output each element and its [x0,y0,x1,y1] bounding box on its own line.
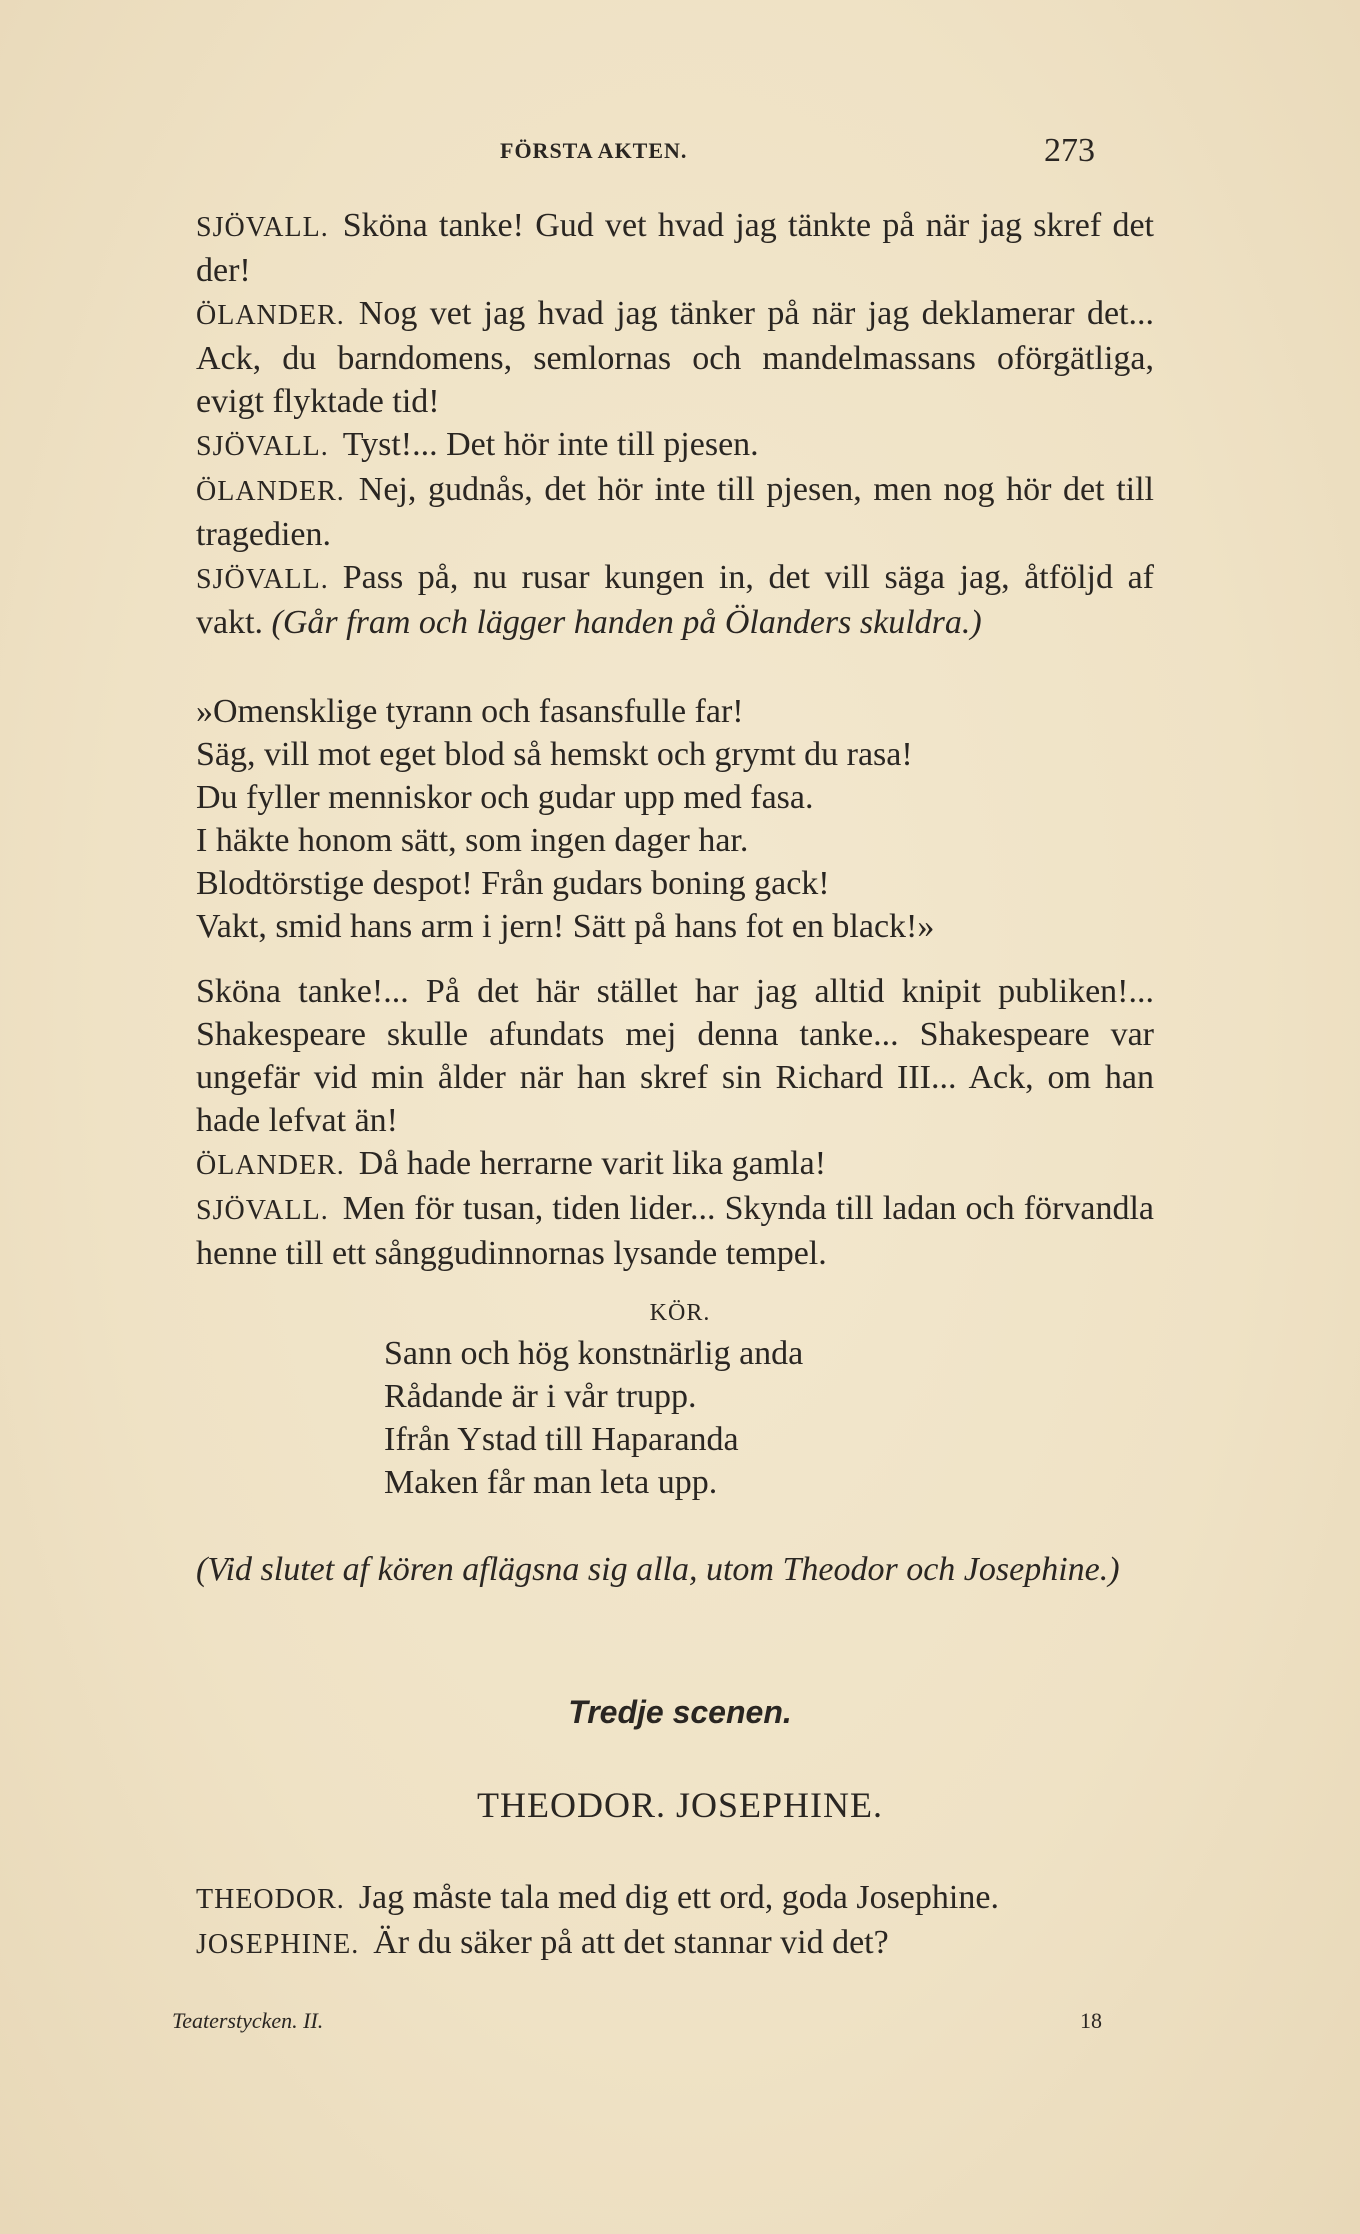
dialogue-text: Sköna tanke! Gud vet hvad jag tänkte på när jag skref det der! [196,207,1154,289]
signature-mark: Teaterstycken. II. [172,2008,324,2033]
stage-direction: (Vid slutet af kören aflägsna sig alla, utom Theodor och Josephine.) [196,1551,1120,1588]
running-head [0,132,1360,172]
speaker-name: SJÖVALL. [196,431,329,462]
verse-line: Du fyller menniskor och gudar upp med fasa. [196,779,814,816]
speaker-name: SJÖVALL. [196,564,329,595]
speaker-name: ÖLANDER. [196,1150,345,1181]
dialogue-line [114,1142,1154,1187]
dialogue-line [114,1187,1154,1275]
chorus-line: Ifrån Ystad till Haparanda [384,1421,739,1458]
chorus-label: KÖR. [649,1300,711,1326]
dialogue-text: Då hade herrarne varit lika gamla! [358,1145,827,1182]
scene-heading: Tredje scenen. [568,1694,792,1730]
speaker-name: ÖLANDER. [196,300,345,331]
dialogue-text: Jag måste tala med dig ett ord, goda Josephine. [358,1879,999,1916]
dialogue-line [114,204,1154,292]
dialogue-line [114,423,1154,468]
dialogue-line [114,1921,1154,1966]
dialogue-line [114,970,1154,1142]
verse-line: Vakt, smid hans arm i jern! Sätt på hans fot en black!» [196,908,935,945]
running-title: FÖRSTA AKTEN. [500,138,688,163]
stage-direction-inline: (Går fram och lägger handen på Ölanders skuldra.) [271,604,982,641]
dialogue-top [114,204,1154,644]
page-footer [0,2008,1360,2048]
chorus-line: Rådande är i vår trupp. [384,1378,697,1415]
dialogue-text: Men för tusan, tiden lider... Skynda till ladan och förvandla henne till ett sånggudinnornas lysande tempel. [196,1190,1154,1272]
dialogue-text: Tyst!... Det hör inte till pjesen. [342,426,759,463]
dialogue-line [114,468,1154,556]
speaker-name: ÖLANDER. [196,476,345,507]
dialogue-text: Nog vet jag hvad jag tänker på när jag deklamerar det... Ack, du barndomens, semlornas och mandelmassans oförgätliga, evigt flyktade tid! [196,295,1154,420]
verse-block [196,690,1196,948]
verse-line: Blodtörstige despot! Från gudars boning gack! [196,865,830,902]
verse-line: »Omensklige tyrann och fasansfulle far! [196,693,744,730]
dialogue-line [114,556,1154,644]
chorus-line: Maken får man leta upp. [384,1464,718,1501]
verse-line: Säg, vill mot eget blod så hemskt och grymt du rasa! [196,736,913,773]
speaker-name: SJÖVALL. [196,212,329,243]
speaker-name: THEODOR. [196,1884,345,1915]
dialogue-bottom [114,1876,1154,1966]
page-number: 273 [1044,132,1095,169]
dialogue-text: Pass på, nu rusar kungen in, det vill säga jag, åtföljd af vakt. [196,559,1154,641]
speaker-name: JOSEPHINE. [196,1929,360,1960]
scene-characters: THEODOR. JOSEPHINE. [477,1785,883,1825]
dialogue-line [114,292,1154,423]
chorus-block [384,1332,803,1504]
dialogue-text: Sköna tanke!... På det här stället har jag alltid knipit publiken!... Shakespeare skulle afundats mej denna tanke... Shakespeare var ungefär vid min ålder när han skref sin Richard III... Ack, om han hade lefvat än! [196,973,1154,1139]
speaker-name: SJÖVALL. [196,1195,329,1226]
verse-line: I häkte honom sätt, som ingen dager har. [196,822,749,859]
sheet-number: 18 [1080,2008,1102,2033]
dialogue-text: Nej, gudnås, det hör inte till pjesen, men nog hör det till tragedien. [196,471,1154,553]
dialogue-text: Är du säker på att det stannar vid det? [373,1924,889,1961]
chorus-line: Sann och hög konstnärlig anda [384,1335,804,1372]
dialogue-line [114,1876,1154,1921]
dialogue-mid [114,970,1154,1275]
